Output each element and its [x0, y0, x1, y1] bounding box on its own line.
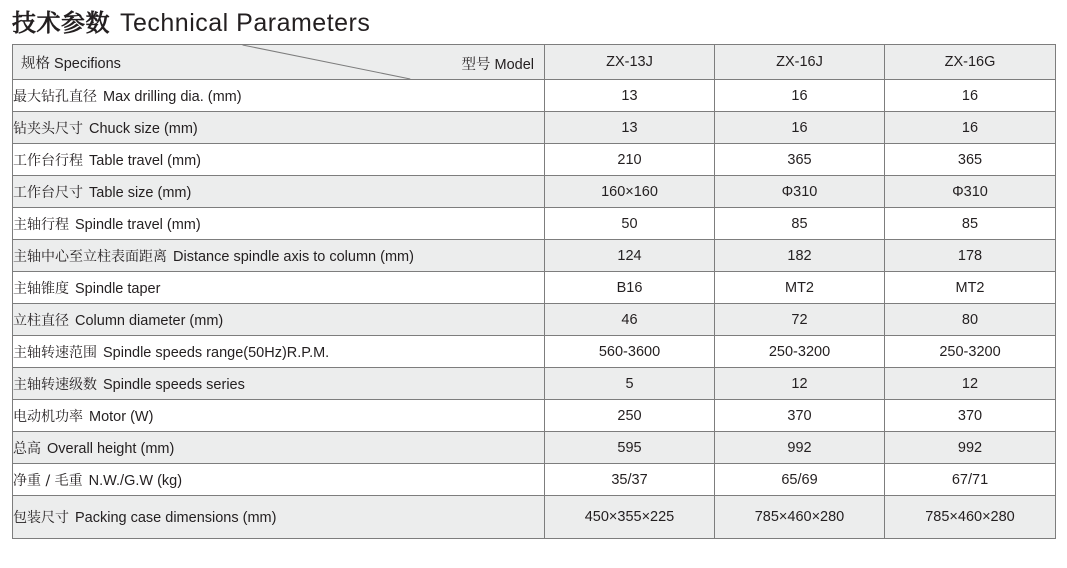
- row-value: 250: [545, 400, 715, 432]
- row-value: 72: [715, 304, 885, 336]
- row-label-english: Spindle speeds range(50Hz)R.P.M.: [103, 344, 330, 361]
- row-value: 13: [545, 80, 715, 112]
- row-value: 365: [715, 144, 885, 176]
- row-label-english: Spindle speeds series: [103, 376, 245, 393]
- row-value: 992: [885, 432, 1056, 464]
- row-label-chinese: 钻夹头尺寸: [13, 120, 83, 137]
- row-value: 35/37: [545, 464, 715, 496]
- row-value: 12: [715, 368, 885, 400]
- row-label: [13, 272, 545, 304]
- row-label: [13, 368, 545, 400]
- row-value: Φ310: [715, 176, 885, 208]
- row-label: [13, 432, 545, 464]
- row-value: 560-3600: [545, 336, 715, 368]
- header-model-2: ZX-16G: [885, 45, 1056, 80]
- row-value: 16: [715, 80, 885, 112]
- row-label-chinese: 工作台行程: [13, 152, 83, 169]
- row-value: 85: [715, 208, 885, 240]
- table-row: [13, 432, 1056, 464]
- row-value: 160×160: [545, 176, 715, 208]
- row-label-chinese: 立柱直径: [13, 312, 69, 329]
- row-label-chinese: 最大钻孔直径: [13, 88, 97, 105]
- row-value: 46: [545, 304, 715, 336]
- row-value: 210: [545, 144, 715, 176]
- row-value: 124: [545, 240, 715, 272]
- row-label-chinese: 净重 / 毛重: [13, 472, 83, 489]
- table-row: [13, 144, 1056, 176]
- row-label-chinese: 主轴中心至立柱表面距离: [13, 248, 167, 265]
- row-label: [13, 464, 545, 496]
- header-spec-label: 规格 Specifions: [21, 56, 121, 72]
- row-label-chinese: 电动机功率: [13, 408, 83, 425]
- header-model-label: 型号 Model: [461, 57, 534, 73]
- page-title-chinese: 技术参数: [12, 9, 110, 37]
- row-value: 785×460×280: [885, 496, 1056, 539]
- row-label: [13, 112, 545, 144]
- row-label: [13, 400, 545, 432]
- header-model-0: ZX-13J: [545, 45, 715, 80]
- row-value: 992: [715, 432, 885, 464]
- row-label: [13, 240, 545, 272]
- row-value: 65/69: [715, 464, 885, 496]
- row-label: [13, 496, 545, 539]
- row-label-chinese: 包装尺寸: [13, 510, 69, 526]
- row-value: 50: [545, 208, 715, 240]
- row-value: 178: [885, 240, 1056, 272]
- table-row: [13, 368, 1056, 400]
- table-row: [13, 272, 1056, 304]
- row-label-chinese: 主轴转速级数: [13, 376, 97, 393]
- row-value: 182: [715, 240, 885, 272]
- row-value: MT2: [885, 272, 1056, 304]
- row-label-english: Distance spindle axis to column (mm): [173, 248, 414, 265]
- header-spec-model-cell: [13, 45, 545, 80]
- row-label: [13, 80, 545, 112]
- row-value: Φ310: [885, 176, 1056, 208]
- row-value: 85: [885, 208, 1056, 240]
- table-header-row: [13, 45, 1056, 80]
- table-row: [13, 496, 1056, 539]
- row-label-english: Packing case dimensions (mm): [75, 510, 277, 526]
- table-row: [13, 112, 1056, 144]
- row-label-english: Max drilling dia. (mm): [103, 88, 242, 105]
- row-label: [13, 208, 545, 240]
- row-value: 80: [885, 304, 1056, 336]
- table-row: [13, 80, 1056, 112]
- row-label: [13, 144, 545, 176]
- row-label-english: Column diameter (mm): [75, 312, 224, 329]
- page-title-english: Technical Parameters: [120, 9, 371, 37]
- table-row: [13, 304, 1056, 336]
- row-label: [13, 304, 545, 336]
- table-row: [13, 400, 1056, 432]
- row-value: 67/71: [885, 464, 1056, 496]
- row-value: 250-3200: [715, 336, 885, 368]
- row-value: 250-3200: [885, 336, 1056, 368]
- row-value: 16: [885, 112, 1056, 144]
- technical-parameters-table: [12, 44, 1056, 539]
- table-row: [13, 336, 1056, 368]
- row-label-english: Motor (W): [89, 408, 154, 425]
- row-value: 595: [545, 432, 715, 464]
- row-label-english: N.W./G.W (kg): [88, 472, 183, 489]
- row-label: [13, 176, 545, 208]
- row-label-english: Overall height (mm): [47, 440, 175, 457]
- row-label-chinese: 主轴行程: [13, 216, 69, 233]
- table-row: [13, 176, 1056, 208]
- row-value: 13: [545, 112, 715, 144]
- row-value: 785×460×280: [715, 496, 885, 539]
- row-value: 12: [885, 368, 1056, 400]
- row-label-chinese: 主轴转速范围: [13, 344, 97, 361]
- page-title: [12, 8, 1067, 38]
- row-label-chinese: 工作台尺寸: [13, 184, 83, 201]
- row-value: 5: [545, 368, 715, 400]
- row-label-english: Spindle travel (mm): [75, 216, 201, 233]
- row-value: MT2: [715, 272, 885, 304]
- table-row: [13, 464, 1056, 496]
- table-row: [13, 208, 1056, 240]
- row-value: 16: [715, 112, 885, 144]
- row-label-chinese: 总高: [13, 440, 41, 457]
- header-model-1: ZX-16J: [715, 45, 885, 80]
- row-value: 370: [885, 400, 1056, 432]
- row-value: 450×355×225: [545, 496, 715, 539]
- row-value: B16: [545, 272, 715, 304]
- row-label-english: Table travel (mm): [89, 152, 201, 169]
- spec-sheet-page: [0, 8, 1067, 568]
- row-value: 365: [885, 144, 1056, 176]
- row-label-english: Chuck size (mm): [89, 120, 198, 137]
- row-label-chinese: 主轴锥度: [13, 280, 69, 297]
- row-value: 370: [715, 400, 885, 432]
- row-label-english: Spindle taper: [75, 280, 161, 297]
- table-row: [13, 240, 1056, 272]
- row-label-english: Table size (mm): [89, 184, 192, 201]
- row-value: 16: [885, 80, 1056, 112]
- row-label: [13, 336, 545, 368]
